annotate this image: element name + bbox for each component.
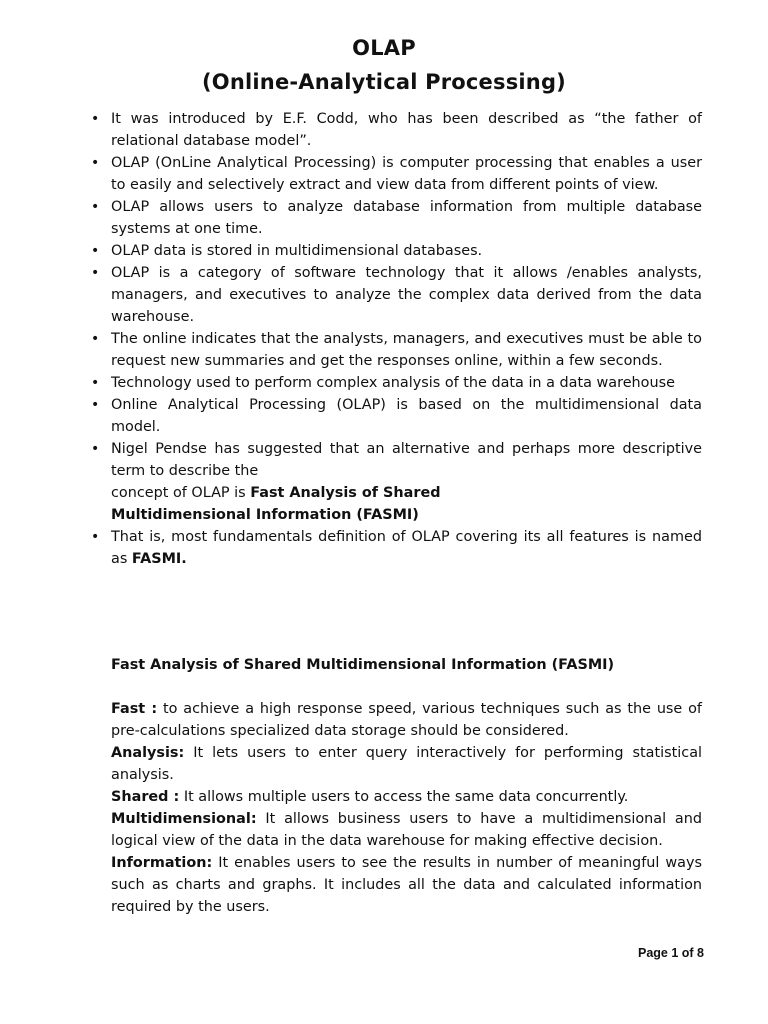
bullet-icon: • (91, 529, 100, 545)
bullet-icon: • (91, 375, 100, 391)
bullet-icon: • (91, 265, 100, 281)
definition-term: Information: (111, 855, 213, 871)
fasmi-acronym: FASMI. (131, 551, 187, 567)
list-item-pendse: • Nigel Pendse has suggested that an alternative and perhaps more descriptive term to describe the concept of OLAP is Fast Analysis of Shared Multidimensional Information (FASMI) (88, 438, 702, 526)
page-subtitle: (Online-Analytical Processing) (202, 70, 566, 94)
list-item: • OLAP allows users to analyze database information from multiple database systems at one time. (88, 196, 702, 240)
bullet-icon: • (91, 155, 100, 171)
bullet-icon: • (91, 199, 100, 215)
definition-analysis: Analysis: It lets users to enter query interactively for performing statistical analysis. (111, 745, 703, 783)
list-item: • Technology used to perform complex analysis of the data in a data warehouse (88, 372, 702, 394)
bullet-icon: • (91, 331, 100, 347)
definition-information: Information: It enables users to see the results in number of meaningful ways such as charts and graphs. It includes all the data and calculated information required by the users. (111, 855, 703, 915)
bullet-list (88, 108, 702, 570)
bullet-icon: • (91, 111, 100, 127)
list-item: • OLAP data is stored in multidimensional databases. (88, 240, 702, 262)
list-item: • Online Analytical Processing (OLAP) is based on the multidimensional data model. (88, 394, 702, 438)
bullet-icon: • (91, 397, 100, 413)
definition-term: Fast : (111, 701, 158, 717)
fasmi-phrase-part2: Multidimensional Information (FASMI) (111, 507, 419, 523)
list-item: • The online indicates that the analysts, managers, and executives must be able to request new summaries and get the responses online, within a few seconds. (88, 328, 702, 372)
definition-term: Shared : (111, 789, 180, 805)
list-item: • OLAP (OnLine Analytical Processing) is computer processing that enables a user to easily and selectively extract and view data from different points of view. (88, 152, 702, 196)
list-item: • It was introduced by E.F. Codd, who has been described as “the father of relational database model”. (88, 108, 702, 152)
definition-multidimensional: Multidimensional: It allows business users to have a multidimensional and logical view of the data in the data warehouse for making effective decision. (111, 811, 702, 849)
definition-term: Multidimensional: (111, 811, 257, 827)
bullet-icon: • (91, 243, 100, 259)
fasmi-phrase-part1: Fast Analysis of Shared (250, 485, 441, 501)
definition-term: Analysis: (111, 745, 185, 761)
section-heading: Fast Analysis of Shared Multidimensional Information (FASMI) (111, 657, 615, 673)
bullet-icon: • (91, 441, 100, 457)
page-title: OLAP (352, 36, 416, 60)
definition-shared: Shared : It allows multiple users to access the same data concurrently. (111, 789, 629, 805)
page-number: Page 1 of 8 (638, 946, 704, 960)
list-item: • OLAP is a category of software technology that it allows /enables analysts, managers, and executives to analyze the complex data derived from the data warehouse. (88, 262, 702, 328)
definitions (111, 698, 702, 918)
definition-fast: Fast : to achieve a high response speed, various techniques such as the use of pre-calculations specialized data storage should be considered. (111, 701, 702, 739)
list-item-fasmi: • That is, most fundamentals definition of OLAP covering its all features is named as FASMI. (88, 526, 702, 570)
